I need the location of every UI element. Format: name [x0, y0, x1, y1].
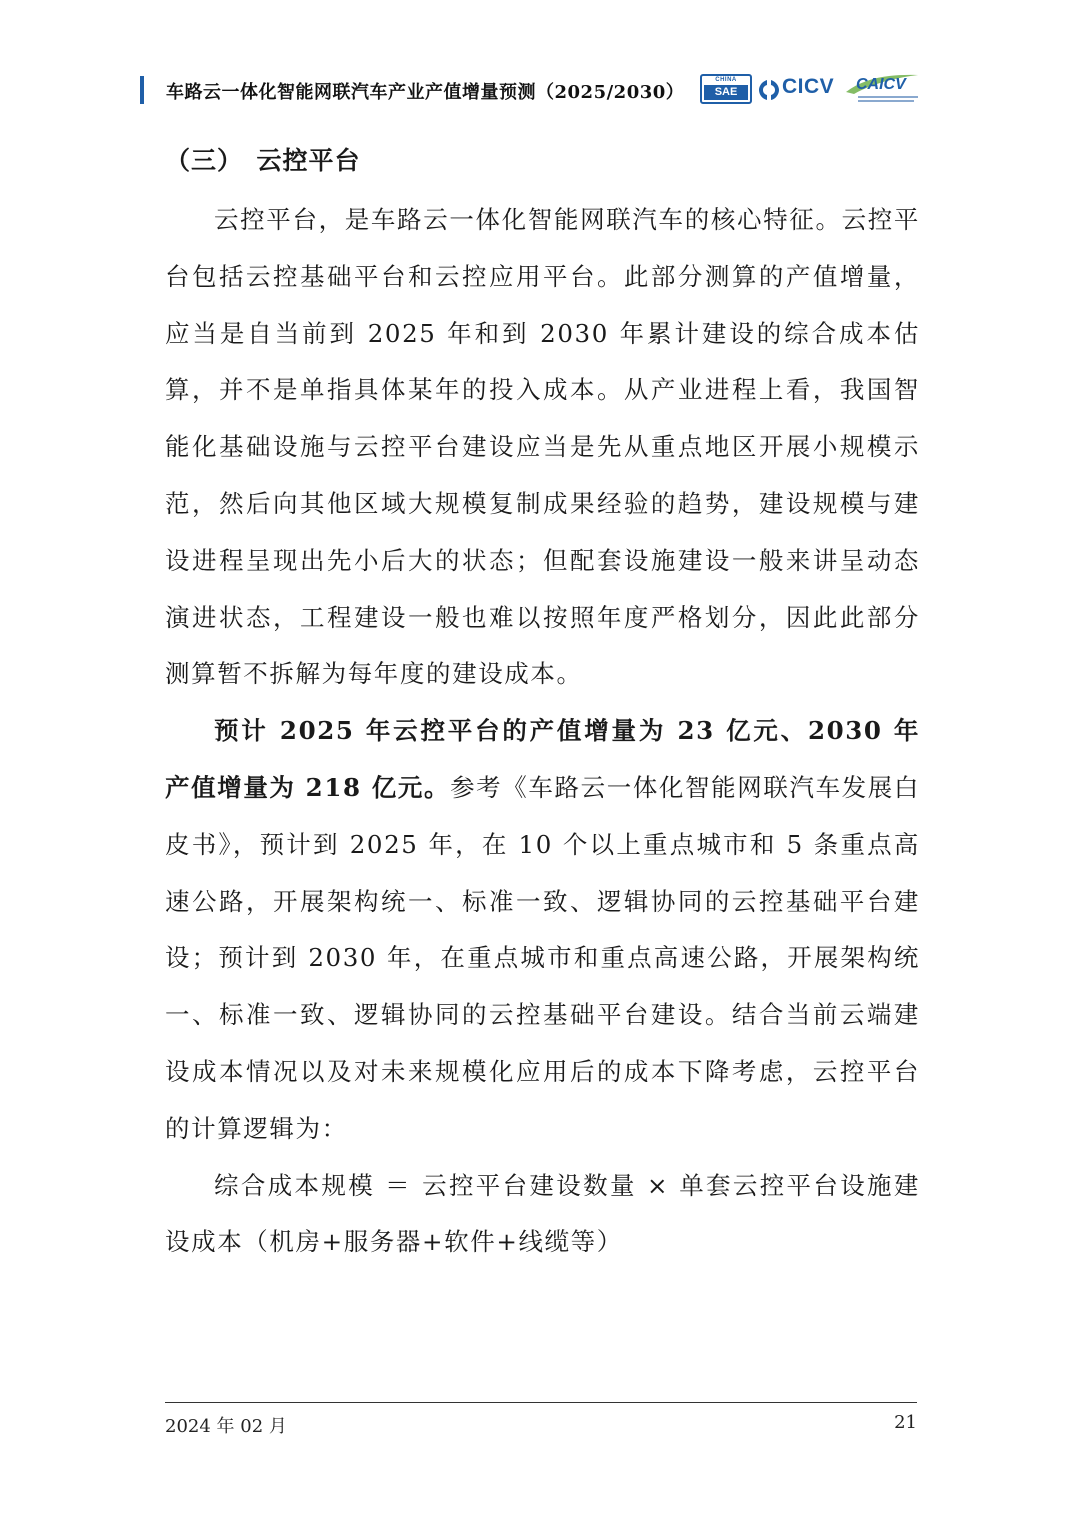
footer-date: 2024 年 02 月: [165, 1416, 287, 1437]
page-header: [140, 72, 920, 108]
china-sae-logo: [700, 74, 752, 104]
cicv-emblem-icon: [758, 78, 780, 102]
china-sae-logo-main-text: SAE: [704, 85, 748, 100]
forecast-detail: 参考《车路云一体化智能网联汽车发展白皮书》，预计到 2025 年，在 10 个以上重点城市和 5 条重点高速公路，开展架构统一、标准一致、逻辑协同的云控基础平台建设；预计到 2030 年，在重点城市和重点高速公路，开展架构统一、标准一致、逻辑协同的云控基础平台建设。结合当前云端建设成本情况以及对未来规模化应用后的成本下降考虑，云控平台的计算逻辑为：: [165, 772, 920, 1143]
caicv-subtitle-line: [858, 100, 914, 102]
header-title: 车路云一体化智能网联汽车产业产值增量预测（2025/2030）: [166, 82, 685, 103]
cicv-logo: [758, 74, 842, 104]
paragraph-formula: 综合成本规模 ＝ 云控平台建设数量 × 单套云控平台设施建设成本（机房+服务器+软件+线缆等）: [165, 1170, 920, 1257]
paragraph-forecast: [165, 703, 920, 1157]
caicv-logo-text: CAICV: [856, 76, 906, 93]
document-body: [165, 136, 920, 1271]
section-heading: （三） 云控平台: [165, 146, 361, 175]
cicv-logo-text: CICV: [782, 75, 835, 98]
forecast-highlight: 预计 2025 年云控平台的产值增量为 23 亿元、2030 年产值增量为 218 亿元。: [165, 716, 920, 802]
footer-divider: [165, 1402, 917, 1403]
header-accent-bar: [140, 76, 144, 104]
page-number: 21: [894, 1412, 917, 1433]
header-logos: [700, 72, 920, 108]
china-sae-logo-top-text: CHINA: [715, 77, 737, 83]
caicv-logo: [844, 72, 920, 108]
caicv-subtitle-line: [858, 96, 918, 98]
paragraph-intro: 云控平台，是车路云一体化智能网联汽车的核心特征。云控平台包括云控基础平台和云控应用平台。此部分测算的产值增量，应当是自当前到 2025 年和到 2030 年累计建设的综合成本估算，并不是单指具体某年的投入成本。从产业进程上看，我国智能化基础设施与云控平台建设应当是先从重点地区开展小规模示范，然后向其他区域大规模复制成果经验的趋势，建设规模与建设进程呈现出先小后大的状态；但配套设施建设一般来讲呈动态演进状态，工程建设一般也难以按照年度严格划分，因此此部分测算暂不拆解为每年度的建设成本。: [165, 205, 920, 689]
